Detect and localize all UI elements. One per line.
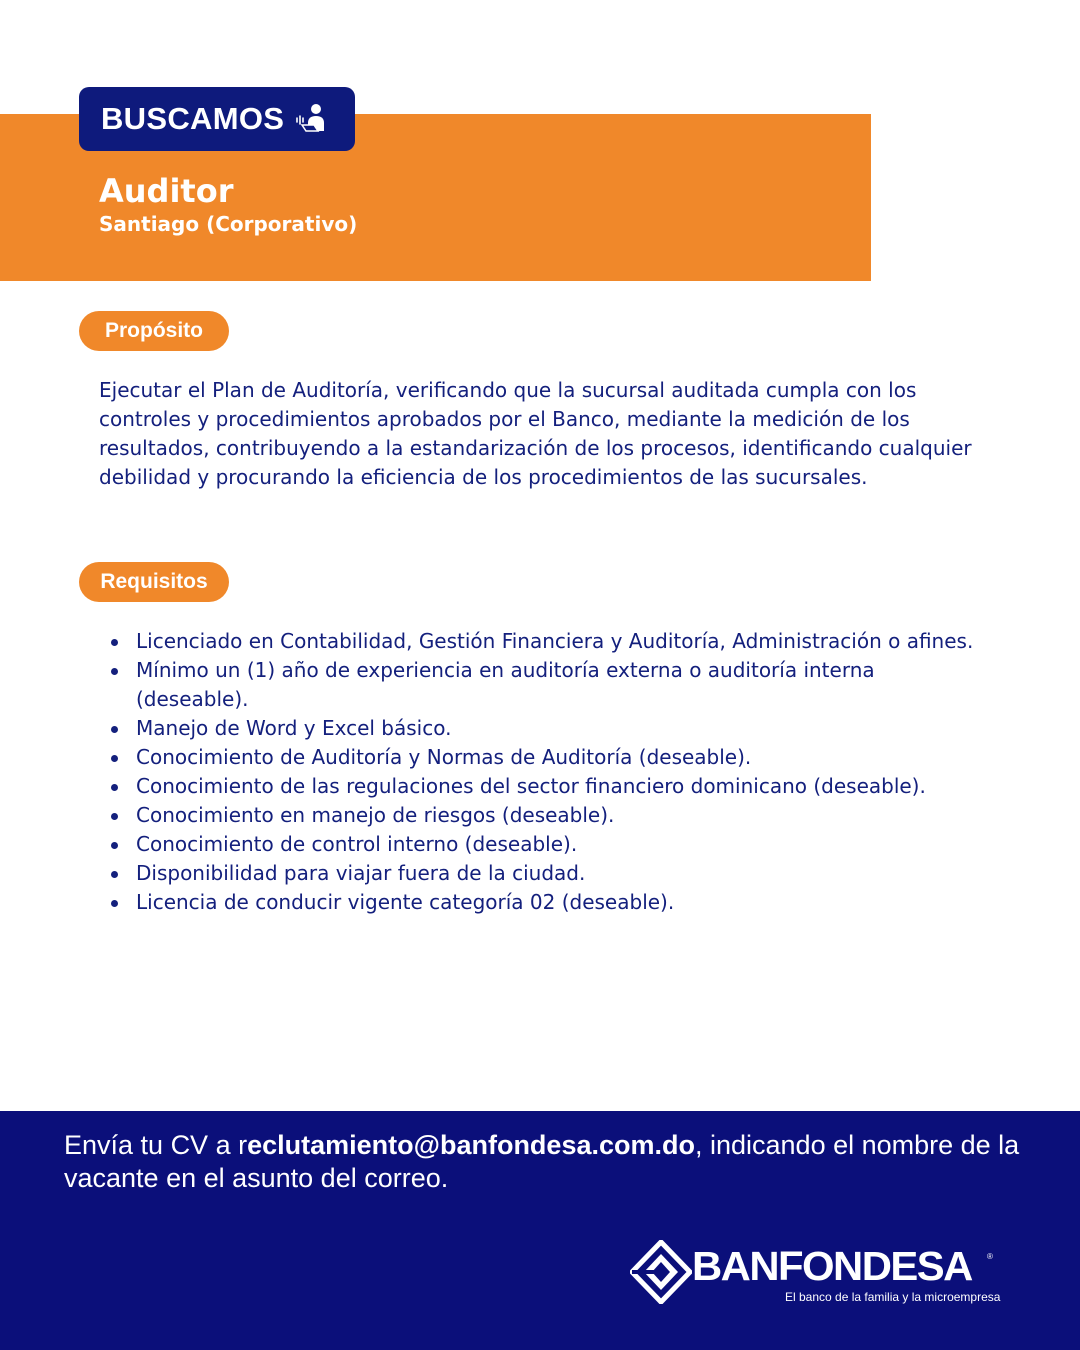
bullet-icon xyxy=(111,871,118,878)
footer-text-after: , indicando el nombre de la vacante en el asunto del correo. xyxy=(64,1130,1020,1193)
buscamos-badge xyxy=(79,87,355,151)
purpose-heading: Propósito xyxy=(79,311,229,351)
list-item xyxy=(99,714,979,743)
purpose-text: Ejecutar el Plan de Auditoría, verificando que la sucursal auditada cumpla con los controles y procedimientos aprobados por el Banco, mediante la medición de los resultados, contribuyendo a la estandarización de los procesos, identificando cualquier debilidad y procurando la eficiencia de los procedimientos de las sucursales. xyxy=(99,378,972,489)
recruitment-email-link[interactable]: eclutamiento@banfondesa.com.do xyxy=(247,1130,695,1160)
list-item xyxy=(99,888,979,917)
bullet-icon xyxy=(111,784,118,791)
requirement-text: Conocimiento de control interno (deseable). xyxy=(136,832,578,856)
banfondesa-logo xyxy=(630,1240,1000,1306)
requirement-text: Mínimo un (1) año de experiencia en auditoría externa o auditoría interna (deseable). xyxy=(136,658,875,711)
list-item xyxy=(99,859,979,888)
list-item xyxy=(99,743,979,772)
requirement-text: Licenciado en Contabilidad, Gestión Financiera y Auditoría, Administración o afines. xyxy=(136,629,974,653)
job-title: Auditor xyxy=(99,172,234,210)
requirement-text: Conocimiento de las regulaciones del sector financiero dominicano (deseable). xyxy=(136,774,926,798)
bullet-icon xyxy=(111,755,118,762)
buscamos-label: BUSCAMOS xyxy=(101,101,285,136)
bullet-icon xyxy=(111,813,118,820)
list-item xyxy=(99,627,979,656)
bullet-icon xyxy=(111,726,118,733)
bullet-icon xyxy=(111,842,118,849)
requirement-text: Conocimiento en manejo de riesgos (deseable). xyxy=(136,803,615,827)
job-location: Santiago (Corporativo) xyxy=(99,212,358,236)
bullet-icon xyxy=(111,900,118,907)
list-item xyxy=(99,830,979,859)
footer-instructions xyxy=(64,1129,1024,1195)
list-item xyxy=(99,801,979,830)
requirement-text: Disponibilidad para viajar fuera de la ciudad. xyxy=(136,861,586,885)
requirements-list xyxy=(99,627,979,917)
brand-tagline: El banco de la familia y la microempresa xyxy=(785,1290,1001,1304)
list-item xyxy=(99,656,979,714)
requirement-text: Manejo de Word y Excel básico. xyxy=(136,716,452,740)
list-item xyxy=(99,772,979,801)
requirement-text: Conocimiento de Auditoría y Normas de Auditoría (deseable). xyxy=(136,745,752,769)
footer-text-before: Envía tu CV a r xyxy=(64,1130,248,1160)
bullet-icon xyxy=(111,639,118,646)
requirement-text: Licencia de conducir vigente categoría 02 (deseable). xyxy=(136,890,675,914)
requirements-heading: Requisitos xyxy=(79,562,229,602)
registered-mark: ® xyxy=(987,1252,993,1261)
diamond-logo-icon xyxy=(630,1240,692,1304)
person-at-laptop-icon xyxy=(294,101,330,137)
bullet-icon xyxy=(111,668,118,675)
brand-name: BANFONDESA xyxy=(692,1243,972,1289)
